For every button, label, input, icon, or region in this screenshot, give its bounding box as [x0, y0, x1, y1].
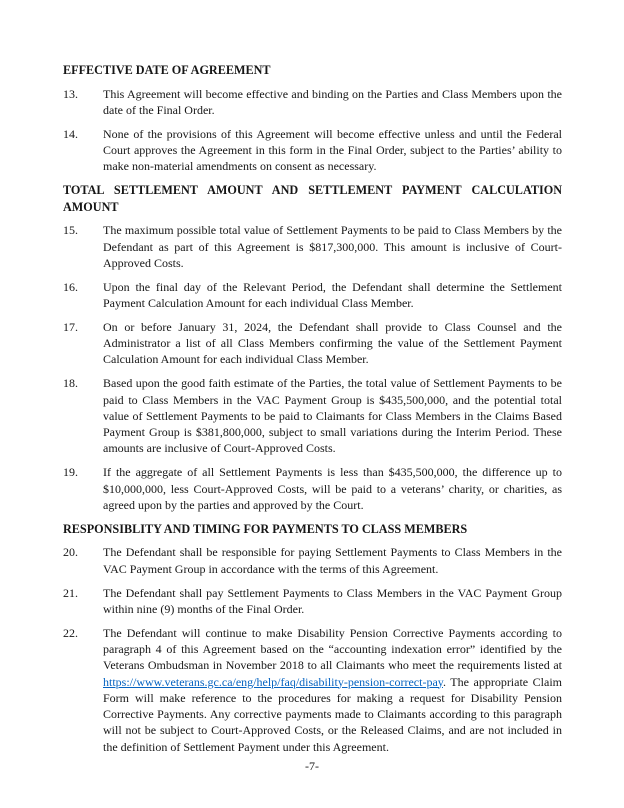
- paragraph-text: If the aggregate of all Settlement Payments is less than $435,500,000, the difference up to $10,000,000, less Court-Approved Costs, will be paid to a veterans’ charity, or charities, as agreed upon by the parties and approved by the Court.: [103, 465, 562, 512]
- document-body: [63, 62, 562, 762]
- numbered-paragraph: [63, 319, 562, 368]
- paragraph-number: 18.: [63, 376, 78, 391]
- numbered-paragraph: [63, 585, 562, 618]
- numbered-paragraph: [63, 279, 562, 312]
- paragraph-text: The Defendant shall pay Settlement Payments to Class Members in the VAC Payment Group within nine (9) months of the Final Order.: [103, 585, 562, 616]
- paragraph-text: This Agreement will become effective and binding on the Parties and Class Members upon the date of the Final Order.: [103, 86, 562, 118]
- numbered-paragraph: [63, 86, 562, 119]
- paragraph-text: The Defendant shall be responsible for paying Settlement Payments to Class Members in the VAC Payment Group in accordance with the terms of this Agreement.: [103, 545, 562, 576]
- numbered-paragraph: [63, 126, 562, 175]
- heading-text: RESPONSIBLITY AND TIMING FOR PAYMENTS TO CLASS MEMBERS: [63, 521, 468, 536]
- paragraph-number: 20.: [63, 545, 78, 560]
- paragraph-number: 13.: [63, 86, 78, 101]
- paragraph-text-before-link: The Defendant will continue to make Disability Pension Corrective Payments according to paragraph 4 of this Agreement based on the “accounting indexation error” identified by the Veterans Ombudsman in November 2018 to all Claimants who meet the requirements listed at: [103, 625, 562, 673]
- paragraph-number: 17.: [63, 319, 78, 334]
- paragraph-text: The maximum possible total value of Settlement Payments to be paid to Class Members by the Defendant as part of this Agreement is $817,300,000. This amount is inclusive of Court-Approved Costs.: [103, 223, 562, 270]
- heading-text-line2: AMOUNT: [63, 199, 119, 214]
- paragraph-number: 19.: [63, 465, 78, 480]
- section-heading-total-settlement: [63, 182, 562, 215]
- heading-text-line1: TOTAL SETTLEMENT AMOUNT AND SETTLEMENT PAYMENT CALCULATION: [63, 183, 562, 198]
- paragraph-text: On or before January 31, 2024, the Defendant shall provide to Class Counsel and the Administrator a list of all Class Members confirming the value of the Settlement Payment Calculation Amount for each individual Class Member.: [103, 319, 562, 367]
- paragraph-text: Based upon the good faith estimate of the Parties, the total value of Settlement Payments to be paid to Class Members in the VAC Payment Group is $435,500,000, and the potential total value of Settlement Payments to be paid to Claimants for Class Members in the Claims Based Payment Group is $381,800,000, subject to small variations during the Interim Period. These amounts are inclusive of Court-Approved Costs.: [103, 376, 562, 456]
- paragraph-number: 14.: [63, 126, 78, 141]
- numbered-paragraph: [63, 625, 562, 755]
- section-heading-effective-date: [63, 62, 562, 78]
- page-number: -7-: [305, 759, 319, 773]
- section-heading-responsibility: [63, 521, 562, 537]
- disability-pension-correct-pay-link[interactable]: https://www.veterans.gc.ca/eng/help/faq/disability-pension-correct-pay: [103, 674, 443, 689]
- paragraph-number: 22.: [63, 625, 78, 640]
- paragraph-text: None of the provisions of this Agreement will become effective unless and until the Federal Court approves the Agreement in this form in the Final Order, subject to the Parties’ ability to make non-material amendments on consent as necessary.: [103, 126, 562, 174]
- heading-text: EFFECTIVE DATE OF AGREEMENT: [63, 63, 271, 77]
- numbered-paragraph: [63, 544, 562, 577]
- numbered-paragraph: [63, 222, 562, 271]
- paragraph-number: 16.: [63, 279, 78, 294]
- paragraph-number: 21.: [63, 585, 78, 600]
- paragraph-text-after-link: . The appropriate Claim Form will make reference to the procedures for making a request for Disability Pension Corrective Payments. Any corrective payments made to Claimants according to this paragraph will not be subject to Court-Approved Costs, or the Released Claims, and are not included in the definition of Settlement Payment under this Agreement.: [103, 674, 562, 754]
- numbered-paragraph: [63, 375, 562, 456]
- paragraph-number: 15.: [63, 223, 78, 238]
- numbered-paragraph: [63, 464, 562, 513]
- paragraph-text: Upon the final day of the Relevant Period, the Defendant shall determine the Settlement Payment Calculation Amount for each individual Class Member.: [103, 279, 562, 311]
